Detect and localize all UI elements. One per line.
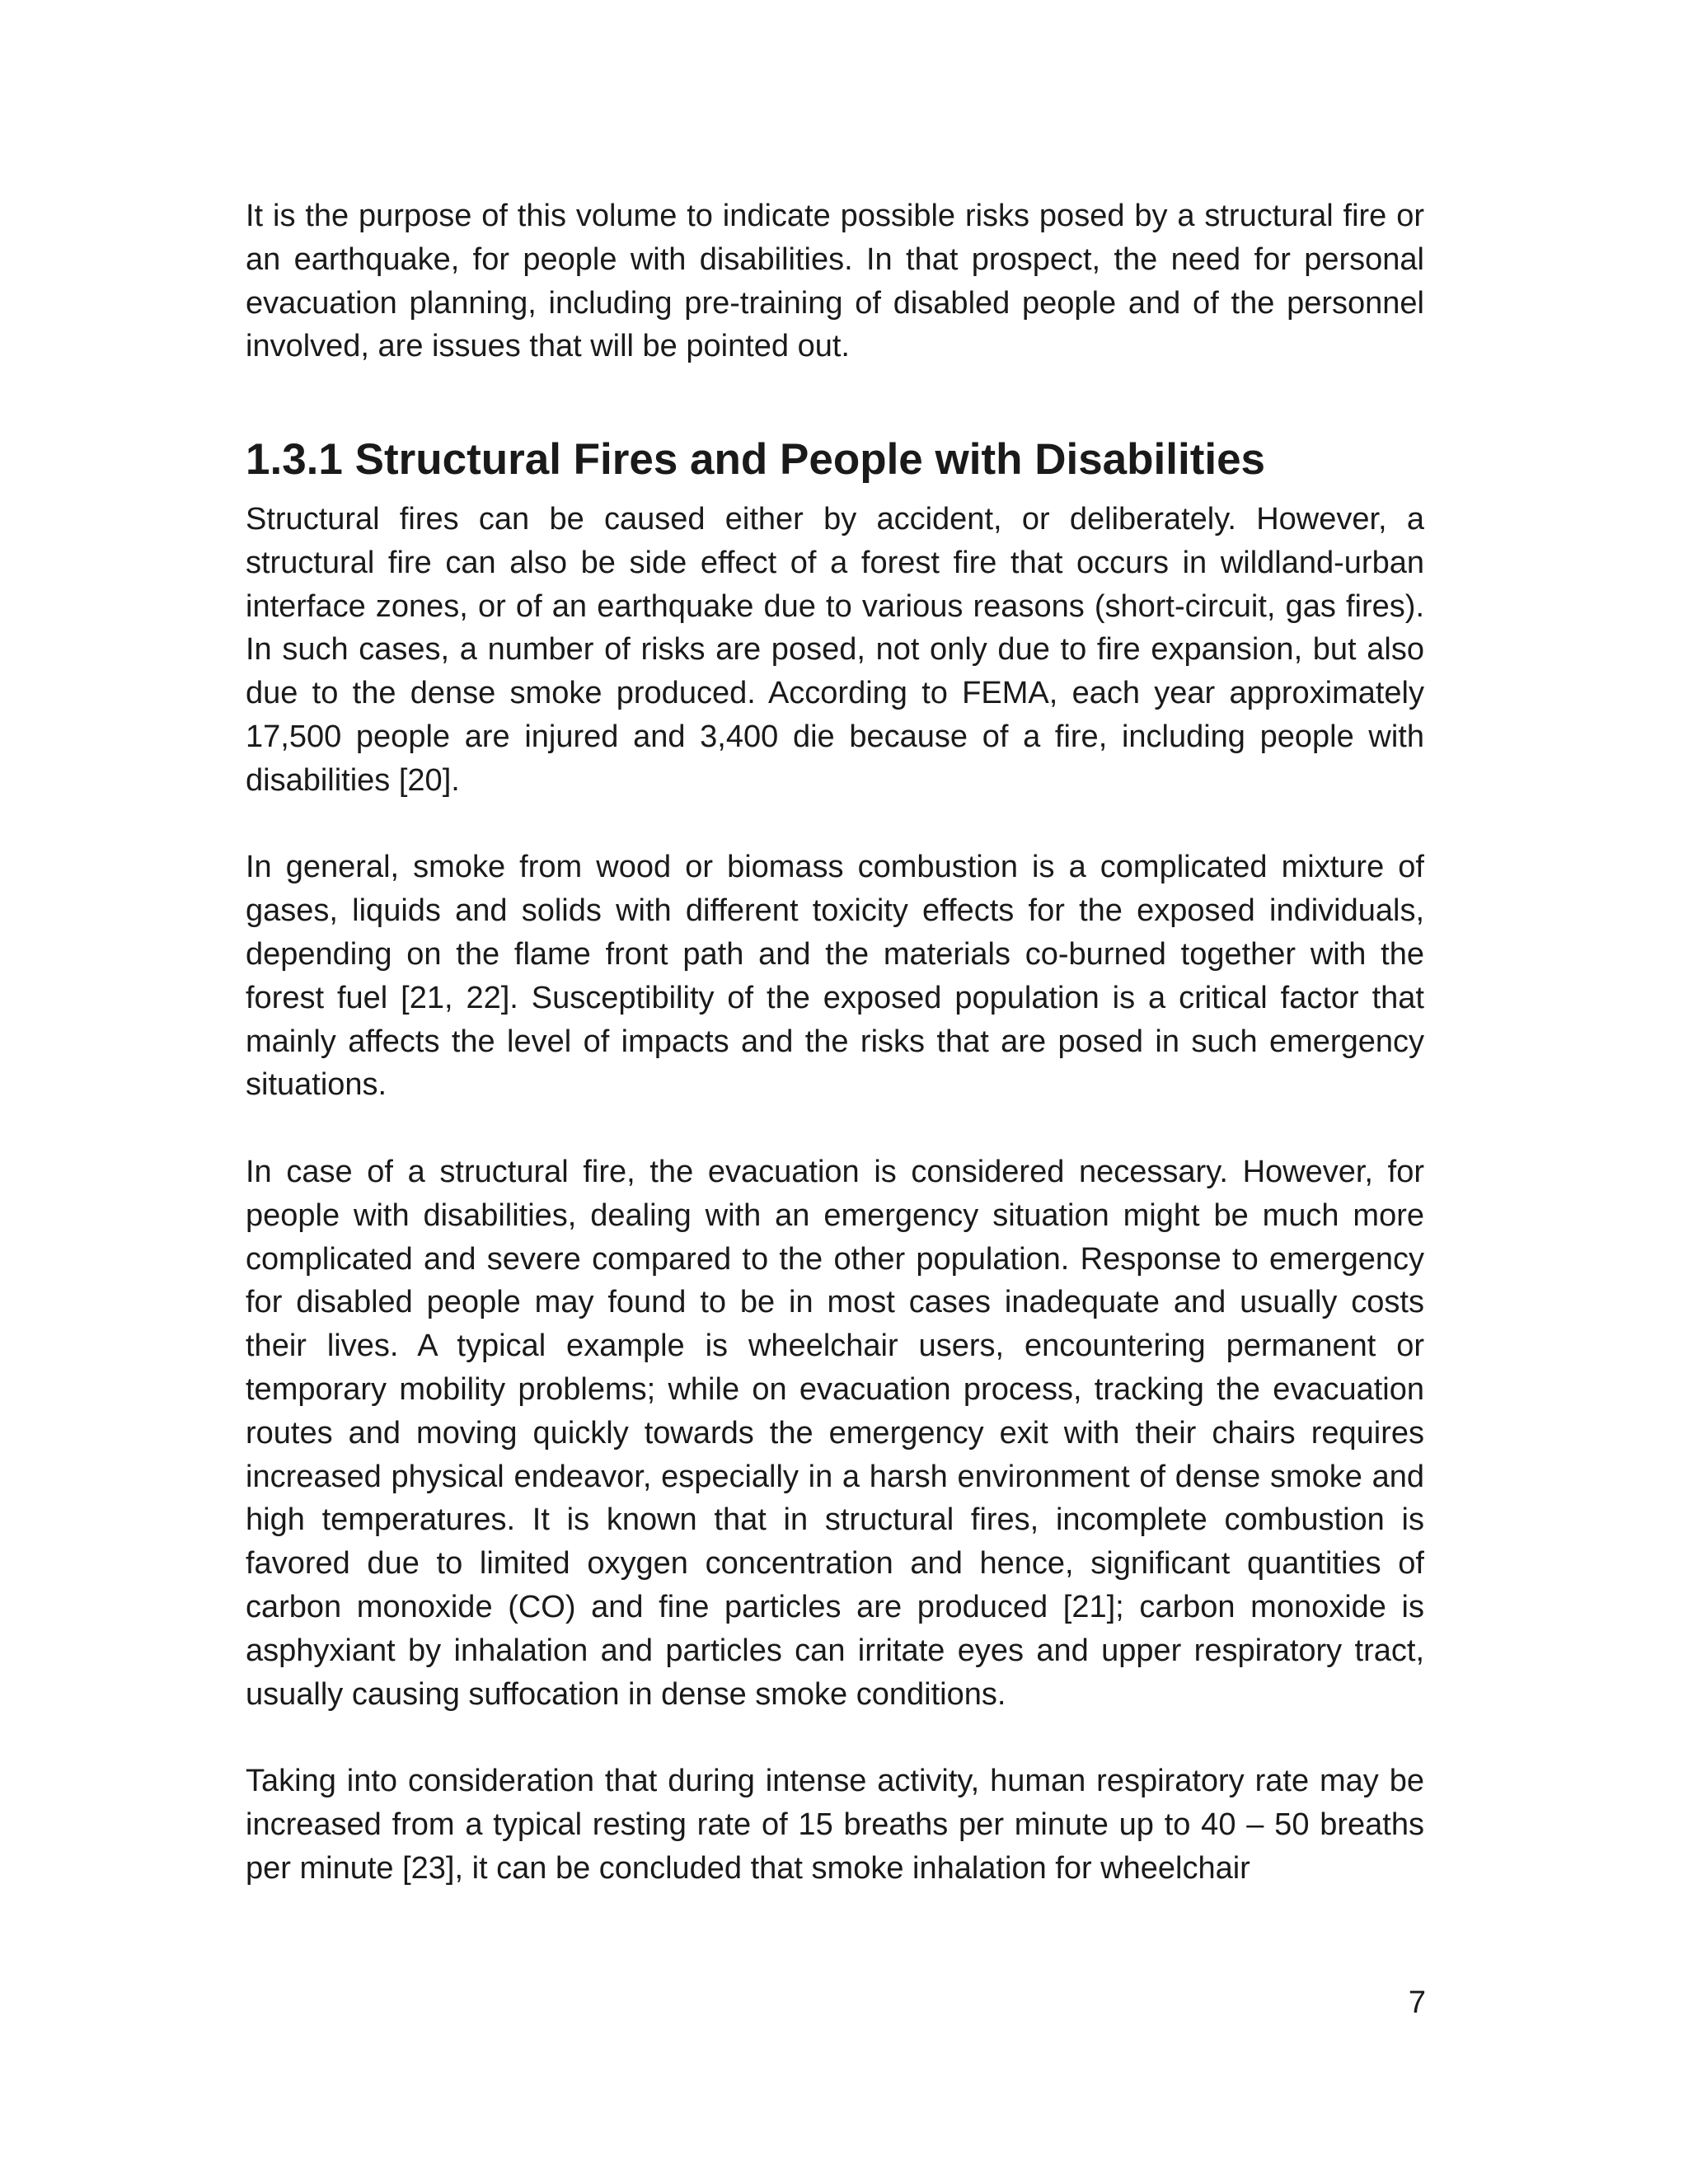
body-paragraph-1: Structural fires can be caused either by accident, or deliberately. However, a structural fire can also be side effect of a forest fire that occurs in wildland-urban interface zones, or of an earthquake due to various reasons (short-circuit, gas fires). In such cases, a number of risks are posed, not only due to fire expansion, but also due to the dense smoke produced. According to FEMA, each year approximately 17,500 people are injured and 3,400 die because of a fire, including people with disabilities [20]. bbox=[246, 501, 1424, 798]
paragraph-spacer bbox=[246, 1716, 1424, 1760]
body-paragraph-3: In case of a structural fire, the evacuation is considered necessary. However, for people with disabilities, dealing with an emergency situation might be much more complicated and severe compared to the other population. Response to emergency for disabled people may found to be in most cases inadequate and usually costs their lives. A typical example is wheelchair users, encountering permanent or temporary mobility problems; while on evacuation process, tracking the evacuation routes and moving quickly towards the emergency exit with their chairs requires increased physical endeavor, especially in a harsh environment of dense smoke and high temperatures. It is known that in structural fires, incomplete combustion is favored due to limited oxygen concentration and hence, significant quantities of carbon monoxide (CO) and fine particles are produced [21]; carbon monoxide is asphyxiant by inhalation and particles can irritate eyes and upper respiratory tract, usually causing suffocation in dense smoke conditions. bbox=[246, 1154, 1424, 1712]
page-body bbox=[246, 194, 1424, 1890]
paragraph-spacer bbox=[246, 1107, 1424, 1151]
page-number: 7 bbox=[1408, 1985, 1426, 2020]
paragraph-spacer bbox=[246, 368, 1424, 412]
intro-paragraph: It is the purpose of this volume to indicate possible risks posed by a structural fire or an earthquake, for people with disabilities. In that prospect, the need for personal evacuation planning, including pre-training of disabled people and of the personnel involved, are issues that will be pointed out. bbox=[246, 199, 1424, 364]
body-paragraph-2: In general, smoke from wood or biomass combustion is a complicated mixture of gases, liquids and solids with different toxicity effects for the exposed individuals, depending on the flame front path and the materials co-burned together with the forest fuel [21, 22]. Susceptibility of the exposed population is a critical factor that mainly affects the level of impacts and the risks that are posed in such emergency situations. bbox=[246, 850, 1424, 1103]
section-heading: 1.3.1 Structural Fires and People with Disabilities bbox=[246, 434, 1266, 484]
paragraph-spacer bbox=[246, 803, 1424, 846]
body-paragraph-4: Taking into consideration that during intense activity, human respiratory rate may be increased from a typical resting rate of 15 breaths per minute up to 40 – 50 breaths per minute [23], it can be concluded that smoke inhalation for wheelchair bbox=[246, 1764, 1424, 1886]
